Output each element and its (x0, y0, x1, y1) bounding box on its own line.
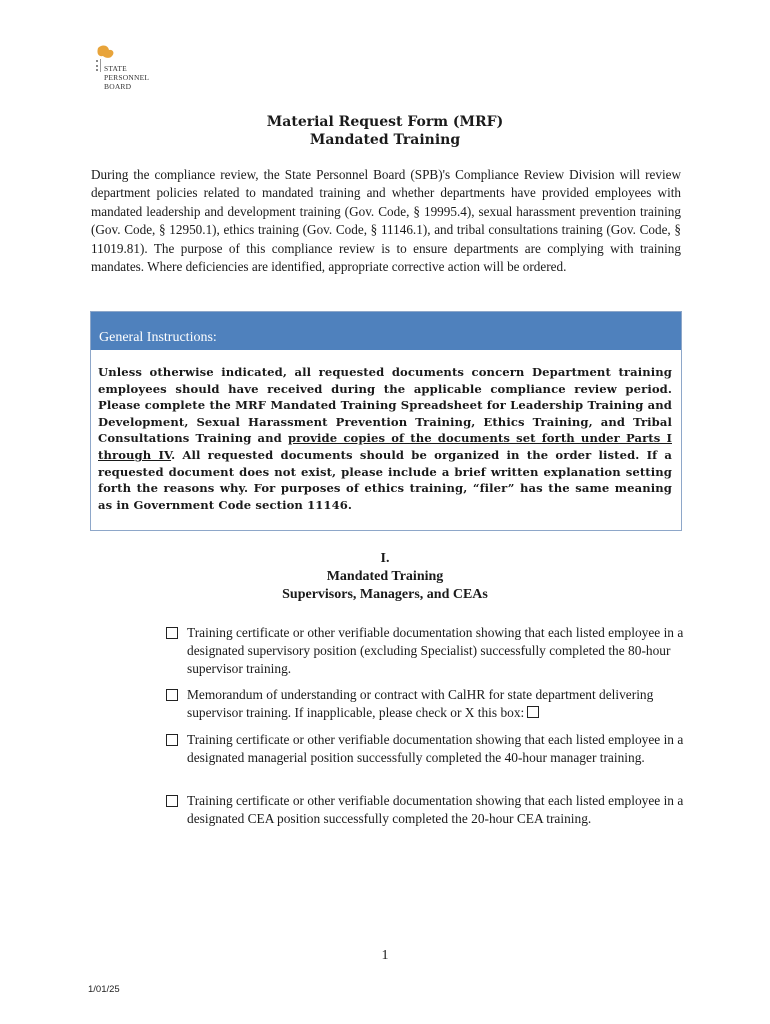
logo-line-2: PERSONNEL (104, 73, 150, 82)
checklist-item (166, 792, 686, 828)
checklist-item (166, 731, 686, 767)
section-number: I. (380, 551, 390, 566)
form-subtitle: Mandated Training (309, 132, 461, 148)
instructions-text-2: . All requested documents should be organized in the order listed. If a requested document does not exist, please include a brief written explanation setting forth the reasons why. For purposes of ethics training, “filer” has the same meaning as in Government Code section 11146. (98, 447, 672, 512)
checkbox[interactable] (166, 689, 178, 701)
logo-text (104, 64, 149, 91)
section-title: Mandated Training (326, 569, 444, 584)
section-subtitle: Supervisors, Managers, and CEAs (282, 587, 488, 602)
instructions-underlined: provide copies of the documents set forth under Parts I through IV (98, 431, 672, 462)
checkbox[interactable] (166, 734, 178, 746)
inapplicable-checkbox[interactable] (527, 706, 539, 718)
footer-date: 1/01/25 (88, 984, 120, 995)
checklist-item-text: Training certificate or other verifiable documentation showing that each listed employee in a designated CEA position successfully completed the 20-hour CEA training. (187, 793, 684, 827)
spb-logo (88, 44, 158, 94)
form-title: Material Request Form (MRF) (266, 114, 504, 130)
instructions-text-1: Unless otherwise indicated, all requested documents concern Department training employees should have received during the applicable compliance review period. Please complete the MRF Mandated Training Spreadsheet for Leadership Training and Development, Sexual Harassment Prevention Training, Ethics Training, and Tribal Consultations Training and (98, 365, 672, 446)
checkbox[interactable] (166, 627, 178, 639)
general-instructions-heading: General Instructions: (91, 312, 681, 350)
general-instructions-box (90, 311, 682, 531)
logo-line-1: STATE (104, 64, 127, 73)
page-number: 1 (381, 948, 389, 963)
general-instructions-body (98, 364, 672, 513)
checkbox[interactable] (166, 795, 178, 807)
logo-line-3: BOARD (104, 82, 132, 91)
checklist-item-text-wrap (166, 686, 686, 722)
checklist-item-text: Training certificate or other verifiable documentation showing that each listed employee in a designated managerial position successfully completed the 40-hour manager training. (187, 732, 684, 766)
intro-paragraph: During the compliance review, the State Personnel Board (SPB)'s Compliance Review Division will review department policies related to mandated training and whether departments have provided employees with mandated leadership and development training (Gov. Code, § 19995.4), sexual harassment prevention training (Gov. Code, § 12950.1), ethics training (Gov. Code, § 11146.1), and tribal consultations training (Gov. Code, § 11019.81). The purpose of this compliance review is to ensure departments are complying with training mandates. Where deficiencies are identified, appropriate corrective action will be ordered. (91, 167, 681, 275)
checklist-item-text: Memorandum of understanding or contract with CalHR for state department delivering supervisor training. If inapplicable, please check or X this box: (187, 687, 654, 721)
checklist-item-text: Training certificate or other verifiable documentation showing that each listed employee in a designated supervisory position (excluding Specialist) successfully completed the 80-hour supervisor training. (187, 625, 684, 677)
checklist-item (166, 686, 686, 722)
checklist-item (166, 624, 686, 679)
